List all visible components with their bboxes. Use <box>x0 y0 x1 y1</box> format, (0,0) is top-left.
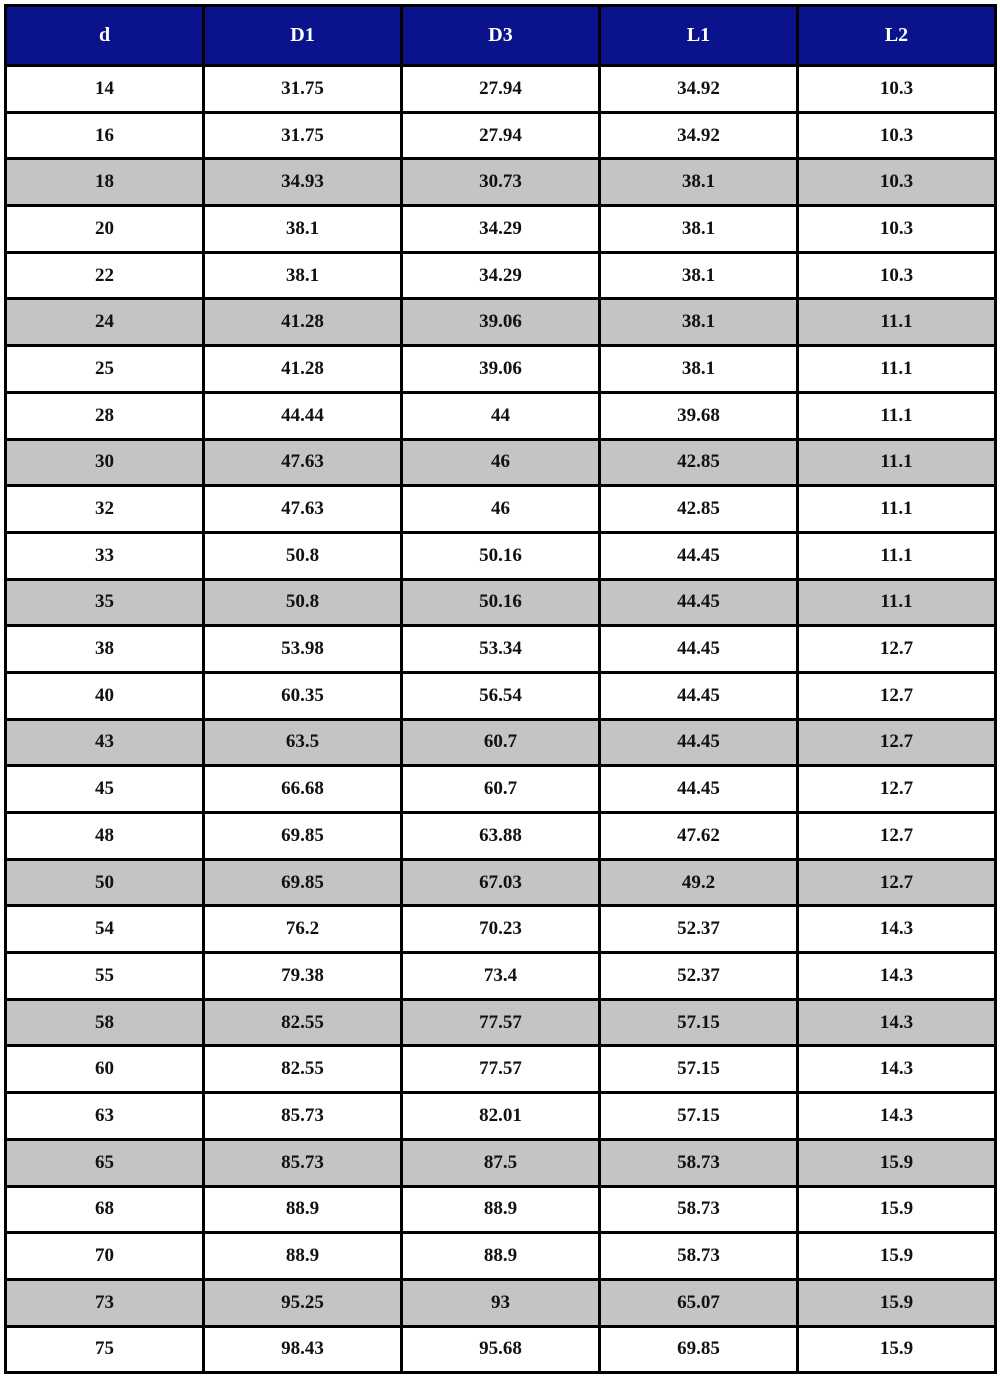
cell-d3: 60.7 <box>402 766 600 813</box>
cell-d1: 41.28 <box>204 346 402 393</box>
cell-d3: 60.7 <box>402 719 600 766</box>
cell-l2: 14.3 <box>798 1093 996 1140</box>
cell-l2: 10.3 <box>798 159 996 206</box>
cell-d3: 39.06 <box>402 346 600 393</box>
cell-l2: 12.7 <box>798 626 996 673</box>
cell-l1: 44.45 <box>600 626 798 673</box>
cell-l2: 10.3 <box>798 112 996 159</box>
cell-l1: 44.45 <box>600 719 798 766</box>
cell-d3: 73.4 <box>402 953 600 1000</box>
cell-l1: 44.45 <box>600 579 798 626</box>
table-row <box>6 859 996 906</box>
cell-l2: 14.3 <box>798 906 996 953</box>
cell-d1: 50.8 <box>204 532 402 579</box>
header-row <box>6 6 996 66</box>
table-row <box>6 532 996 579</box>
cell-d: 16 <box>6 112 204 159</box>
table-row <box>6 206 996 253</box>
cell-l1: 52.37 <box>600 906 798 953</box>
cell-l2: 11.1 <box>798 579 996 626</box>
cell-d1: 95.25 <box>204 1279 402 1326</box>
table-row <box>6 813 996 860</box>
cell-d3: 87.5 <box>402 1139 600 1186</box>
cell-d1: 41.28 <box>204 299 402 346</box>
cell-d: 32 <box>6 486 204 533</box>
table-row <box>6 252 996 299</box>
cell-l2: 11.1 <box>798 439 996 486</box>
table-row <box>6 1046 996 1093</box>
cell-l1: 52.37 <box>600 953 798 1000</box>
cell-l1: 44.45 <box>600 672 798 719</box>
cell-d3: 46 <box>402 486 600 533</box>
cell-d3: 88.9 <box>402 1233 600 1280</box>
table-row <box>6 626 996 673</box>
cell-d1: 76.2 <box>204 906 402 953</box>
cell-d1: 34.93 <box>204 159 402 206</box>
table-row <box>6 719 996 766</box>
cell-l1: 57.15 <box>600 1046 798 1093</box>
table-row <box>6 579 996 626</box>
cell-l1: 58.73 <box>600 1233 798 1280</box>
cell-l1: 42.85 <box>600 486 798 533</box>
cell-l1: 44.45 <box>600 766 798 813</box>
cell-d1: 38.1 <box>204 206 402 253</box>
cell-d: 45 <box>6 766 204 813</box>
cell-d: 24 <box>6 299 204 346</box>
cell-l2: 12.7 <box>798 766 996 813</box>
cell-d1: 60.35 <box>204 672 402 719</box>
cell-d: 35 <box>6 579 204 626</box>
table-row <box>6 392 996 439</box>
cell-l2: 11.1 <box>798 486 996 533</box>
cell-d1: 82.55 <box>204 1046 402 1093</box>
table-row <box>6 66 996 113</box>
cell-l2: 15.9 <box>798 1139 996 1186</box>
cell-l1: 49.2 <box>600 859 798 906</box>
cell-d1: 85.73 <box>204 1093 402 1140</box>
cell-d: 55 <box>6 953 204 1000</box>
cell-d: 50 <box>6 859 204 906</box>
table-header <box>6 6 996 66</box>
cell-l1: 38.1 <box>600 252 798 299</box>
cell-l2: 11.1 <box>798 532 996 579</box>
cell-l1: 38.1 <box>600 159 798 206</box>
cell-d: 30 <box>6 439 204 486</box>
cell-d3: 56.54 <box>402 672 600 719</box>
cell-d1: 38.1 <box>204 252 402 299</box>
cell-d3: 46 <box>402 439 600 486</box>
cell-d1: 50.8 <box>204 579 402 626</box>
cell-d1: 88.9 <box>204 1233 402 1280</box>
cell-d3: 95.68 <box>402 1326 600 1373</box>
table-row <box>6 346 996 393</box>
cell-d: 14 <box>6 66 204 113</box>
cell-d: 43 <box>6 719 204 766</box>
cell-d: 65 <box>6 1139 204 1186</box>
cell-d3: 50.16 <box>402 579 600 626</box>
cell-l1: 57.15 <box>600 1093 798 1140</box>
cell-d3: 30.73 <box>402 159 600 206</box>
cell-d: 20 <box>6 206 204 253</box>
cell-d3: 77.57 <box>402 1046 600 1093</box>
cell-d3: 88.9 <box>402 1186 600 1233</box>
table-row <box>6 159 996 206</box>
cell-d3: 44 <box>402 392 600 439</box>
cell-d1: 63.5 <box>204 719 402 766</box>
cell-l1: 38.1 <box>600 299 798 346</box>
table-row <box>6 953 996 1000</box>
cell-l2: 15.9 <box>798 1233 996 1280</box>
cell-l2: 10.3 <box>798 206 996 253</box>
cell-d: 33 <box>6 532 204 579</box>
cell-l1: 34.92 <box>600 112 798 159</box>
cell-d1: 82.55 <box>204 999 402 1046</box>
cell-d3: 82.01 <box>402 1093 600 1140</box>
cell-d: 48 <box>6 813 204 860</box>
cell-l1: 34.92 <box>600 66 798 113</box>
cell-l2: 12.7 <box>798 813 996 860</box>
cell-d: 68 <box>6 1186 204 1233</box>
cell-l2: 11.1 <box>798 392 996 439</box>
dimension-table <box>4 4 997 1374</box>
cell-d3: 53.34 <box>402 626 600 673</box>
table-row <box>6 766 996 813</box>
cell-d: 75 <box>6 1326 204 1373</box>
cell-l2: 12.7 <box>798 859 996 906</box>
column-header-l1: L1 <box>600 6 798 66</box>
cell-d3: 39.06 <box>402 299 600 346</box>
cell-d1: 88.9 <box>204 1186 402 1233</box>
table-row <box>6 906 996 953</box>
table-row <box>6 439 996 486</box>
table-row <box>6 299 996 346</box>
table-row <box>6 1139 996 1186</box>
cell-d: 58 <box>6 999 204 1046</box>
table-row <box>6 672 996 719</box>
cell-d1: 98.43 <box>204 1326 402 1373</box>
cell-d1: 79.38 <box>204 953 402 1000</box>
column-header-d1: D1 <box>204 6 402 66</box>
cell-d1: 47.63 <box>204 439 402 486</box>
cell-l2: 14.3 <box>798 999 996 1046</box>
cell-d1: 47.63 <box>204 486 402 533</box>
table-row <box>6 1233 996 1280</box>
table-row <box>6 999 996 1046</box>
column-header-d3: D3 <box>402 6 600 66</box>
cell-d1: 66.68 <box>204 766 402 813</box>
cell-l2: 11.1 <box>798 346 996 393</box>
cell-d: 18 <box>6 159 204 206</box>
cell-l1: 65.07 <box>600 1279 798 1326</box>
cell-l1: 58.73 <box>600 1139 798 1186</box>
column-header-l2: L2 <box>798 6 996 66</box>
cell-l2: 11.1 <box>798 299 996 346</box>
cell-l2: 10.3 <box>798 252 996 299</box>
table-row <box>6 1326 996 1373</box>
cell-d1: 31.75 <box>204 66 402 113</box>
cell-l2: 14.3 <box>798 953 996 1000</box>
cell-l2: 12.7 <box>798 719 996 766</box>
cell-d3: 27.94 <box>402 66 600 113</box>
cell-d3: 50.16 <box>402 532 600 579</box>
dimension-table-container <box>4 4 997 1374</box>
cell-d3: 27.94 <box>402 112 600 159</box>
cell-l2: 15.9 <box>798 1279 996 1326</box>
cell-l1: 58.73 <box>600 1186 798 1233</box>
cell-l1: 47.62 <box>600 813 798 860</box>
cell-d: 28 <box>6 392 204 439</box>
cell-d1: 69.85 <box>204 813 402 860</box>
table-row <box>6 1186 996 1233</box>
cell-d: 25 <box>6 346 204 393</box>
cell-l1: 38.1 <box>600 206 798 253</box>
cell-d1: 31.75 <box>204 112 402 159</box>
cell-d3: 63.88 <box>402 813 600 860</box>
cell-d3: 93 <box>402 1279 600 1326</box>
cell-l1: 39.68 <box>600 392 798 439</box>
table-row <box>6 1279 996 1326</box>
cell-l2: 10.3 <box>798 66 996 113</box>
cell-l1: 57.15 <box>600 999 798 1046</box>
cell-l2: 15.9 <box>798 1326 996 1373</box>
cell-d: 38 <box>6 626 204 673</box>
cell-d: 40 <box>6 672 204 719</box>
cell-l2: 15.9 <box>798 1186 996 1233</box>
cell-d3: 70.23 <box>402 906 600 953</box>
cell-d: 60 <box>6 1046 204 1093</box>
cell-d1: 53.98 <box>204 626 402 673</box>
cell-d: 63 <box>6 1093 204 1140</box>
cell-l1: 44.45 <box>600 532 798 579</box>
cell-d: 73 <box>6 1279 204 1326</box>
table-row <box>6 486 996 533</box>
cell-d1: 85.73 <box>204 1139 402 1186</box>
cell-d: 70 <box>6 1233 204 1280</box>
column-header-d: d <box>6 6 204 66</box>
cell-d3: 34.29 <box>402 206 600 253</box>
table-row <box>6 112 996 159</box>
cell-l1: 38.1 <box>600 346 798 393</box>
cell-d: 54 <box>6 906 204 953</box>
cell-d3: 34.29 <box>402 252 600 299</box>
table-row <box>6 1093 996 1140</box>
cell-d: 22 <box>6 252 204 299</box>
cell-l1: 69.85 <box>600 1326 798 1373</box>
cell-l2: 12.7 <box>798 672 996 719</box>
cell-d1: 44.44 <box>204 392 402 439</box>
cell-d3: 77.57 <box>402 999 600 1046</box>
cell-l2: 14.3 <box>798 1046 996 1093</box>
cell-d3: 67.03 <box>402 859 600 906</box>
cell-l1: 42.85 <box>600 439 798 486</box>
cell-d1: 69.85 <box>204 859 402 906</box>
table-body <box>6 66 996 1373</box>
